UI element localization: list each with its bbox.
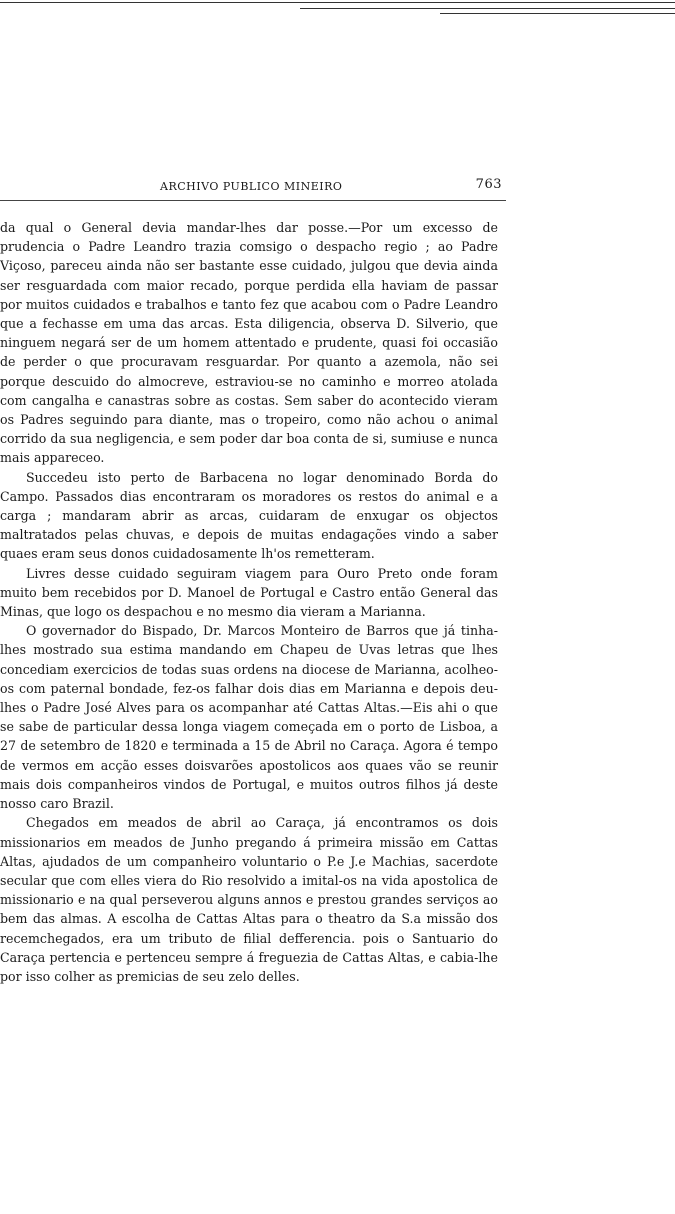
running-title: ARCHIVO PUBLICO MINEIRO (160, 180, 343, 193)
paragraph: da qual o General devia mandar-lhes dar posse.—Por um excesso de prudencia o Padre Leandro trazia comsigo o despacho regio ; ao Padre Viçoso, pareceu ainda não ser bastante esse cuidado, julgou que devia ainda ser resguardada com maior recado, porque perdida ella haviam de passar por muitos cuidados e trabalhos e tanto fez que acabou com o Padre Leandro que a fechasse em uma das arcas. Esta diligencia, observa D. Silverio, que ninguem negará ser de um homem attentado e prudente, quasi foi occasião de perder o que procuravam resguardar. Por quanto a azemola, não sei porque descuido do almocreve, estraviou-se no caminho e morreo atolada com cangalha e canastras sobre as costas. Sem saber do acontecido vieram os Padres seguindo para diante, mas o tropeiro, como não achou o animal corrido da sua negligencia, e sem poder dar boa conta de si, sumiuse e nunca mais appareceo. (0, 220, 498, 466)
paragraph: Succedeu isto perto de Barbacena no logar denominado Borda do Campo. Passados dias encontraram os moradores os restos do animal e a carga ; mandaram abrir as arcas, cuidaram de enxugar os objectos maltratados pelas chuvas, e depois de muitas endagações vindo a saber quaes eram seus donos cuidadosamente lh'os remetteram. (0, 469, 498, 562)
body-text (0, 218, 498, 986)
header-rule (0, 200, 506, 201)
top-border-line (0, 2, 675, 3)
page-number: 763 (475, 177, 502, 192)
paragraph: Livres desse cuidado seguiram viagem para Ouro Preto onde foram muito bem recebidos por D. Manoel de Portugal e Castro então General das Minas, que logo os despachou e no mesmo dia vieram a Marianna. (0, 565, 498, 620)
top-border-line (440, 13, 675, 14)
top-border-line (300, 8, 675, 9)
running-header (160, 177, 502, 197)
paragraph: Chegados em meados de abril ao Caraça, já encontramos os dois missionarios em meados de Junho pregando á primeira missão em Cattas Altas, ajudados de um companheiro voluntario o P.e J.e Machias, sacerdote secular que com elles viera do Rio resolvido a imital-os na vida apostolica de missionario e na qual perseverou alguns annos e prestou grandes serviços ao bem das almas. A escolha de Cattas Altas para o theatro da S.a missão dos recemchegados, era um tributo de filial defferencia. pois o Santuario do Caraça pertencia e pertenceu sempre á freguezia de Cattas Altas, e cabia-lhe por isso colher as premicias de seu zelo delles. (0, 815, 498, 984)
paragraph: O governador do Bispado, Dr. Marcos Monteiro de Barros que já tinha-lhes mostrado sua estima mandando em Chapeu de Uvas letras que lhes concediam exercicios de todas suas ordens na diocese de Marianna, acolheo-os com paternal bondade, fez-os falhar dois dias em Marianna e depois deu-lhes o Padre José Alves para os acompanhar até Cattas Altas.—Eis ahi o que se sabe de particular dessa longa viagem começada em o porto de Lisboa, a 27 de setembro de 1820 e terminada a 15 de Abril no Caraça. Agora é tempo de vermos em acção esses doisvarões apostolicos aos quaes vão se reunir mais dois companheiros vindos de Portugal, e muitos outros filhos já deste nosso caro Brazil. (0, 623, 498, 812)
